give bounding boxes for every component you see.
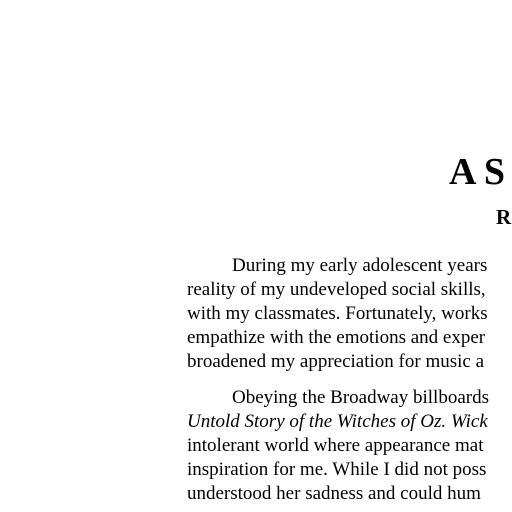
document-title: A S (449, 151, 505, 193)
paragraph-1-line-3: with my classmates. Fortunately, works (187, 303, 488, 324)
paragraph-2-line-4: inspiration for me. While I did not poss (187, 459, 487, 480)
paragraph-1-line-5: broadened my appreciation for music a (187, 351, 485, 372)
document-subtitle: R (496, 205, 512, 229)
paragraph-2-line-2: Untold Story of the Witches of Oz. Wick (187, 411, 488, 432)
paragraph-2-line-5: understood her sadness and could hum (187, 483, 481, 504)
paragraph-1-line-4: empathize with the emotions and exper (187, 327, 486, 348)
paragraph-2-line-3: intolerant world where appearance mat (187, 435, 484, 456)
paragraph-1-line-1: During my early adolescent years (232, 255, 488, 276)
paragraph-1-line-2: reality of my undeveloped social skills, (187, 279, 486, 300)
paragraph-2-line-1: Obeying the Broadway billboards (232, 387, 489, 408)
